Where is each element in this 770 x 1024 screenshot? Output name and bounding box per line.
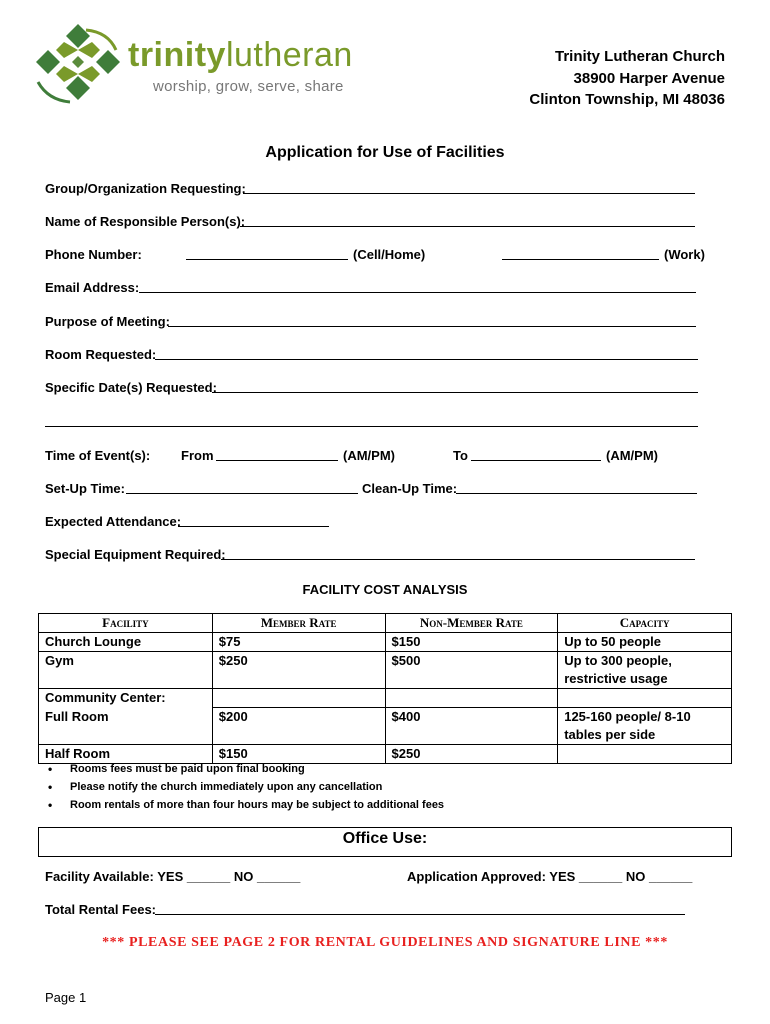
email-label: Email Address: (45, 280, 140, 295)
logo-name-bold: trinity (128, 36, 226, 74)
phone-label: Phone Number: (45, 247, 142, 262)
table-cell: Gym (39, 652, 213, 671)
table-cell (212, 689, 385, 708)
office-use-title: Office Use: (342, 830, 428, 847)
attendance-field[interactable] (178, 526, 329, 527)
list-item: • Please notify the church immediately upon any cancellation (70, 778, 444, 796)
table-cell: tables per side (558, 726, 732, 745)
table-cell: $400 (385, 708, 558, 727)
logo-tagline: worship, grow, serve, share (153, 78, 344, 95)
church-name: Trinity Lutheran Church (554, 48, 725, 65)
table-row (39, 689, 732, 708)
room-label: Room Requested: (45, 347, 157, 362)
table-cell: Up to 50 people (558, 633, 732, 652)
table-row (39, 708, 732, 727)
cleanup-field[interactable] (456, 493, 697, 494)
attendance-label: Expected Attendance: (45, 514, 182, 529)
table-row (39, 633, 732, 652)
table-cell: Half Room (39, 745, 213, 764)
table-cell: $250 (212, 652, 385, 671)
column-header-member-rate: Member Rate (212, 614, 385, 633)
table-row (39, 670, 732, 689)
table-cell: restrictive usage (558, 670, 732, 689)
column-header-facility: Facility (39, 614, 213, 633)
table-cell: Church Lounge (39, 633, 213, 652)
time-to-label: To (453, 448, 468, 463)
table-cell (39, 670, 213, 689)
group-label: Group/Organization Requesting: (45, 181, 246, 196)
table-cell: $150 (212, 745, 385, 764)
logo-wordmark (128, 36, 353, 75)
purpose-field[interactable] (168, 326, 696, 327)
dates-field[interactable] (212, 392, 698, 393)
time-to-ampm: (AM/PM) (606, 448, 658, 463)
table-cell (385, 689, 558, 708)
address-line-2: Clinton Township, MI 48036 (529, 91, 725, 108)
responsible-field[interactable] (240, 226, 695, 227)
column-header-capacity: Capacity (558, 614, 732, 633)
cost-notes-list (70, 760, 444, 814)
page-title: Application for Use of Facilities (265, 144, 505, 161)
responsible-label: Name of Responsible Person(s): (45, 214, 246, 229)
time-to-field[interactable] (471, 460, 601, 461)
facility-available-field[interactable]: Facility Available: YES ______ NO ______ (45, 869, 301, 884)
phone-work-field[interactable] (502, 259, 659, 260)
table-cell: 125-160 people/ 8-10 (558, 708, 732, 727)
table-cell: $250 (385, 745, 558, 764)
time-from-field[interactable] (216, 460, 338, 461)
table-cell (558, 689, 732, 708)
setup-label: Set-Up Time: (45, 481, 125, 496)
time-label: Time of Event(s): (45, 448, 151, 463)
email-field[interactable] (139, 292, 696, 293)
facility-cost-table (38, 613, 732, 764)
church-logo-icon (28, 20, 128, 104)
cost-heading: FACILITY COST ANALYSIS (302, 582, 468, 597)
table-cell: Up to 300 people, (558, 652, 732, 671)
table-cell: $150 (385, 633, 558, 652)
table-cell: $75 (212, 633, 385, 652)
table-row (39, 726, 732, 745)
purpose-label: Purpose of Meeting: (45, 314, 170, 329)
time-from-label: From (181, 448, 214, 463)
group-field[interactable] (243, 193, 695, 194)
setup-field[interactable] (126, 493, 358, 494)
rental-guidelines-notice: *** PLEASE SEE PAGE 2 FOR RENTAL GUIDELINES AND SIGNATURE LINE *** (102, 935, 668, 950)
time-from-ampm: (AM/PM) (343, 448, 395, 463)
column-header-non-member-rate: Non-Member Rate (385, 614, 558, 633)
table-cell (385, 726, 558, 745)
dates-label: Specific Date(s) Requested: (45, 380, 217, 395)
table-cell: Community Center: (39, 689, 213, 708)
table-cell: Full Room (39, 708, 213, 727)
table-cell (212, 670, 385, 689)
room-field[interactable] (155, 359, 698, 360)
logo-name-rest: lutheran (225, 36, 353, 74)
table-cell (212, 726, 385, 745)
phone-cell-label: (Cell/Home) (353, 247, 426, 262)
equipment-field[interactable] (221, 559, 695, 560)
application-approved-field[interactable]: Application Approved: YES ______ NO ______ (407, 869, 693, 884)
table-cell (385, 670, 558, 689)
list-item: • Room rentals of more than four hours may be subject to additional fees (70, 796, 444, 814)
table-cell: $200 (212, 708, 385, 727)
equipment-label: Special Equipment Required: (45, 547, 226, 562)
dates-field-line-2[interactable] (45, 426, 698, 427)
table-cell: $500 (385, 652, 558, 671)
phone-work-label: (Work) (664, 247, 705, 262)
table-row (39, 652, 732, 671)
table-cell (39, 726, 213, 745)
page-number: Page 1 (45, 990, 87, 1005)
table-cell (558, 745, 732, 764)
phone-cell-field[interactable] (186, 259, 348, 260)
list-item: • Rooms fees must be paid upon final booking (70, 760, 444, 778)
table-header-row (39, 614, 732, 633)
address-line-1: 38900 Harper Avenue (573, 70, 725, 87)
total-fees-field[interactable] (155, 914, 685, 915)
cleanup-label: Clean-Up Time: (362, 481, 458, 496)
total-fees-label: Total Rental Fees: (45, 902, 157, 917)
